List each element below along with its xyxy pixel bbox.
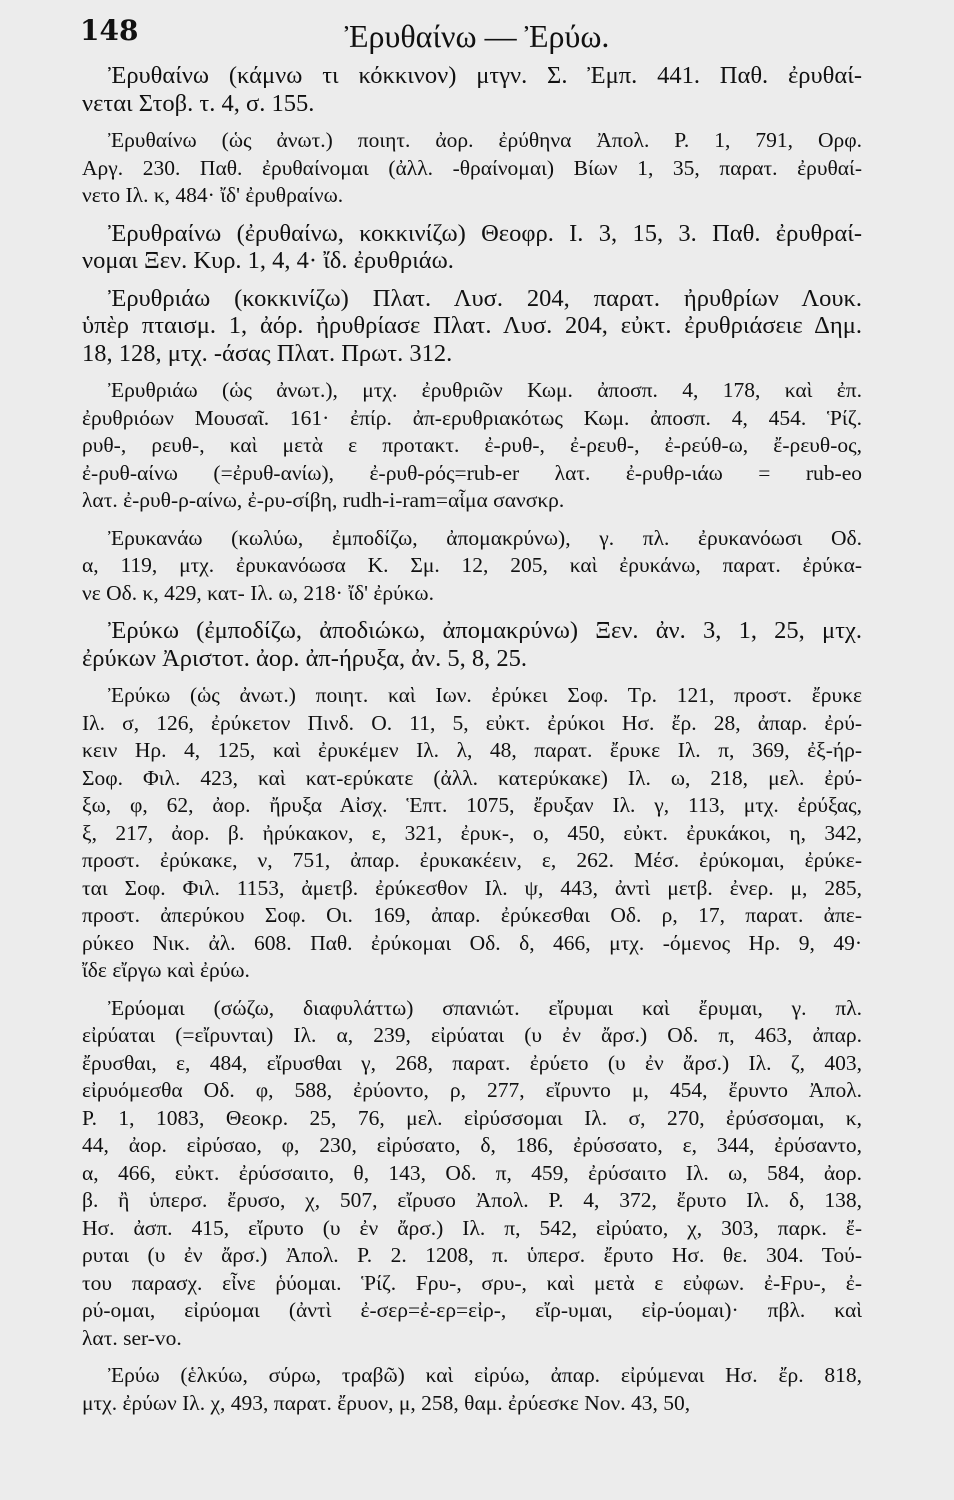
entry-line: λατ. ser-vo. [82,1325,182,1350]
entry-subsection [82,525,862,608]
entry-line: 44, ἀορ. εἰρύσαο, φ, 230, εἰρύσατο, δ, 186, ἐρύσσατο, ε, 344, ἐρύσαντο, [82,1133,862,1157]
entry-line: α, 119, μτχ. ἐρυκανόωσα Κ. Σμ. 12, 205, καὶ ἐρυκάνω, παρατ. ἐρύκα- [82,553,862,577]
entry-line: κειν Ηρ. 4, 125, καὶ ἐρυκέμεν Ιλ. λ, 48, παρατ. ἔρυκε Ιλ. π, 369, ἐξ-ήρ- [82,738,862,762]
entry-line: ἐρυθριόων Μουσαῖ. 161· ἐπίρ. ἀπ-ερυθριακότως Κωμ. ἀποσπ. 4, 454. Ῥίζ. [82,405,862,430]
entry-line: Ἐρυθραίνω (ἐρυθαίνω, κοκκινίζω) Θεοφρ. Ι. 3, 15, 3. Παθ. ἐρυθραί- [108,219,862,247]
running-head: Ἐρυθαίνω — Ἐρύω. [344,18,610,54]
entry-line: προστ. ἀπερύκου Σοφ. Οι. 169, ἀπαρ. ἐρύκεσθαι Οδ. ρ, 17, παρατ. ἀπε- [82,903,862,927]
entry-line: Ἐρυθαίνω (ὡς ἀνωτ.) ποιητ. ἀορ. ἐρύθηνα Ἀπολ. Ρ. 1, 791, Ορφ. [108,128,862,152]
entry-line: μτχ. ἐρύων Ιλ. χ, 493, παρατ. ἔρυον, μ, 258, θαμ. ἐρύεσκε Νον. 43, 50, [82,1390,691,1415]
entry-line: ρυθ-, ρευθ-, καὶ μετὰ ε προτακτ. ἐ-ρυθ-, ἐ-ρευθ-, ἐ-ρεύθ-ω, ἔ-ρευθ-ος, [82,433,862,457]
page-number: 148 [80,14,139,47]
entry-line: Ἐρύκω (ἐμποδίζω, ἀποδιώκω, ἀπομακρύνω) Ξεν. ἀν. 3, 1, 25, μτχ. [108,617,862,644]
entry-line: ὑπὲρ πταισμ. 1, ἀόρ. ἠρυθρίασε Πλατ. Λυσ. 204, εὐκτ. ἐρυθριάσειε Δημ. [82,312,862,339]
entry-lemma [82,617,862,672]
entry-line: Ἐρύκω (ὡς ἀνωτ.) ποιητ. καὶ Ιων. ἐρύκει Σοφ. Τρ. 121, προστ. ἔρυκε [108,683,862,707]
entry-line: ἔρυσθαι, ε, 484, εἴρυσθαι γ, 268, παρατ. ἐρύετο (υ ἐν ἄρσ.) Ιλ. ζ, 403, [82,1050,862,1075]
entry-subsection [82,1362,862,1417]
entry-lemma [82,220,862,275]
entry-line: Ἐρυθριάω (κοκκινίζω) Πλατ. Λυσ. 204, παρατ. ἠρυθρίων Λουκ. [108,284,862,312]
entry-line: Ἐρύομαι (σώζω, διαφυλάττω) σπανιώτ. εἴρυμαι καὶ ἔρυμαι, γ. πλ. [108,995,862,1020]
entry-line: νομαι Ξεν. Κυρ. 1, 4, 4· ἴδ. ἐρυθριάω. [82,247,454,274]
entry-line: Ἐρυθαίνω (κάμνω τι κόκκινον) μτγν. Σ. Ἐμπ. 441. Παθ. ἐρυθαί- [108,62,862,89]
entry-line: νε Οδ. κ, 429, κατ- Ιλ. ω, 218· ἴδ' ἐρύκω. [82,580,434,605]
entry-line: 18, 128, μτχ. -άσας Πλατ. Πρωτ. 312. [82,339,453,367]
entry-line: ξ, 217, ἀορ. β. ἠρύκακον, ε, 321, ἐρυκ-, ο, 450, εὐκτ. ἐρυκάκοι, η, 342, [82,820,862,845]
entry-lemma [82,62,862,117]
entry-line: νετο Ιλ. κ, 484· ἴδ' ἐρυθραίνω. [82,183,344,207]
entry-line: Ησ. ἀσπ. 415, εἴρυτο (υ ἐν ἄρσ.) Ιλ. π, 542, εἰρύατο, χ, 303, παρκ. ἔ- [82,1215,862,1240]
entry-subsection [82,995,862,1353]
entry-line: ρύ-ομαι, εἰρύομαι (ἀντὶ ἐ-σερ=ἐ-ερ=εἰρ-, εἴρ-υμαι, εἰρ-ύομαι)· πβλ. καὶ [82,1298,862,1322]
entry-line: β. ἢ ὑπερσ. ἔρυσο, χ, 507, εἴρυσο Ἀπολ. Ρ. 4, 372, ἔρυτο Ιλ. δ, 138, [82,1188,862,1212]
entry-line: ρύκεο Νικ. ἀλ. 608. Παθ. ἐρύκομαι Οδ. δ, 466, μτχ. -όμενος Ηρ. 9, 49· [82,930,862,955]
entry-line: ἐρύκων Ἀριστοτ. ἀορ. ἀπ-ήρυξα, ἀν. 5, 8, 25. [82,644,527,672]
entry-line: προστ. ἐρύκακε, ν, 751, ἀπαρ. ἐρυκακέειν, ε, 262. Μέσ. ἐρύκομαι, ἐρύκε- [82,848,862,872]
entry-line: ἐ-ρυθ-αίνω (=ἐρυθ-ανίω), ἐ-ρυθ-ρός=rub-er λατ. ἐ-ρυθρ-ιάω = rub-eo [82,460,862,485]
entry-line: του παρασχ. εἶνε ῥύομαι. Ῥίζ. Fρυ-, σρυ-, καὶ μετὰ ε εὐφων. ἐ-Fρυ-, ἐ- [82,1270,862,1295]
entry-line: ξω, φ, 62, ἀορ. ἤρυξα Αἰσχ. Ἑπτ. 1075, ἔρυξαν Ιλ. γ, 113, μτχ. ἐρύξας, [82,793,862,817]
dictionary-entries [82,62,862,1427]
entry-line: λατ. ἐ-ρυθ-ρ-αίνω, ἐ-ρυ-σίβη, rudh-i-ram=αἷμα σανσκρ. [82,488,565,512]
entry-line: εἰρύαται (=εἴρυνται) Ιλ. α, 239, εἰρύαται (υ ἐν ἄρσ.) Οδ. π, 463, ἀπαρ. [82,1023,862,1047]
entry-line: Ιλ. σ, 126, ἐρύκετον Πινδ. Ο. 11, 5, εὐκτ. ἐρύκοι Ησ. ἔρ. 28, ἀπαρ. ἐρύ- [82,710,862,735]
entry-line: Ρ. 1, 1083, Θεοκρ. 25, 76, μελ. εἰρύσσομαι Ιλ. σ, 270, ἐρύσσομαι, κ, [82,1105,862,1130]
entry-line: Αργ. 230. Παθ. ἐρυθαίνομαι (ἀλλ. -θραίνομαι) Βίων 1, 35, παρατ. ἐρυθαί- [82,155,862,180]
entry-line: ται Σοφ. Φιλ. 1153, ἀμετβ. ἐρύκεσθον Ιλ. ψ, 443, ἀντὶ μετβ. ἐνερ. μ, 285, [82,875,862,900]
entry-line: Ἐρυθριάω (ὡς ἀνωτ.), μτχ. ἐρυθριῶν Κωμ. ἀποσπ. 4, 178, καὶ ἐπ. [108,378,862,402]
entry-line: Ἐρυκανάω (κωλύω, ἐμποδίζω, ἀπομακρύνω), γ. πλ. ἐρυκανόωσι Οδ. [108,525,862,550]
entry-lemma [82,285,862,368]
entry-subsection [82,377,862,515]
entry-line: α, 466, εὐκτ. ἐρύσσαιτο, θ, 143, Οδ. π, 459, ἐρύσαιτο Ιλ. ω, 584, ἀορ. [82,1160,862,1185]
entry-line: νεται Στοβ. τ. 4, σ. 155. [82,89,315,117]
entry-line: Σοφ. Φιλ. 423, καὶ κατ-ερύκατε (ἀλλ. κατερύκακε) Ιλ. ω, 218, μελ. ἐρύ- [82,765,862,790]
entry-subsection [82,682,862,985]
entry-subsection [82,127,862,210]
entry-line: Ἐρύω (ἑλκύω, σύρω, τραβῶ) καὶ εἰρύω, ἀπαρ. εἰρύμεναι Ησ. ἔρ. 818, [108,1363,862,1387]
page-header [0,14,954,64]
entry-line: ρυται (υ ἐν ἄρσ.) Ἀπολ. Ρ. 2. 1208, π. ὑπερσ. ἔρυτο Ησ. θε. 304. Τού- [82,1243,862,1267]
entry-line: ἴδε εἴργω καὶ ἐρύω. [82,958,250,982]
entry-line: εἰρυόμεσθα Οδ. φ, 588, ἐρύοντο, ρ, 277, εἴρυντο μ, 454, ἔρυντο Ἀπολ. [82,1078,862,1102]
